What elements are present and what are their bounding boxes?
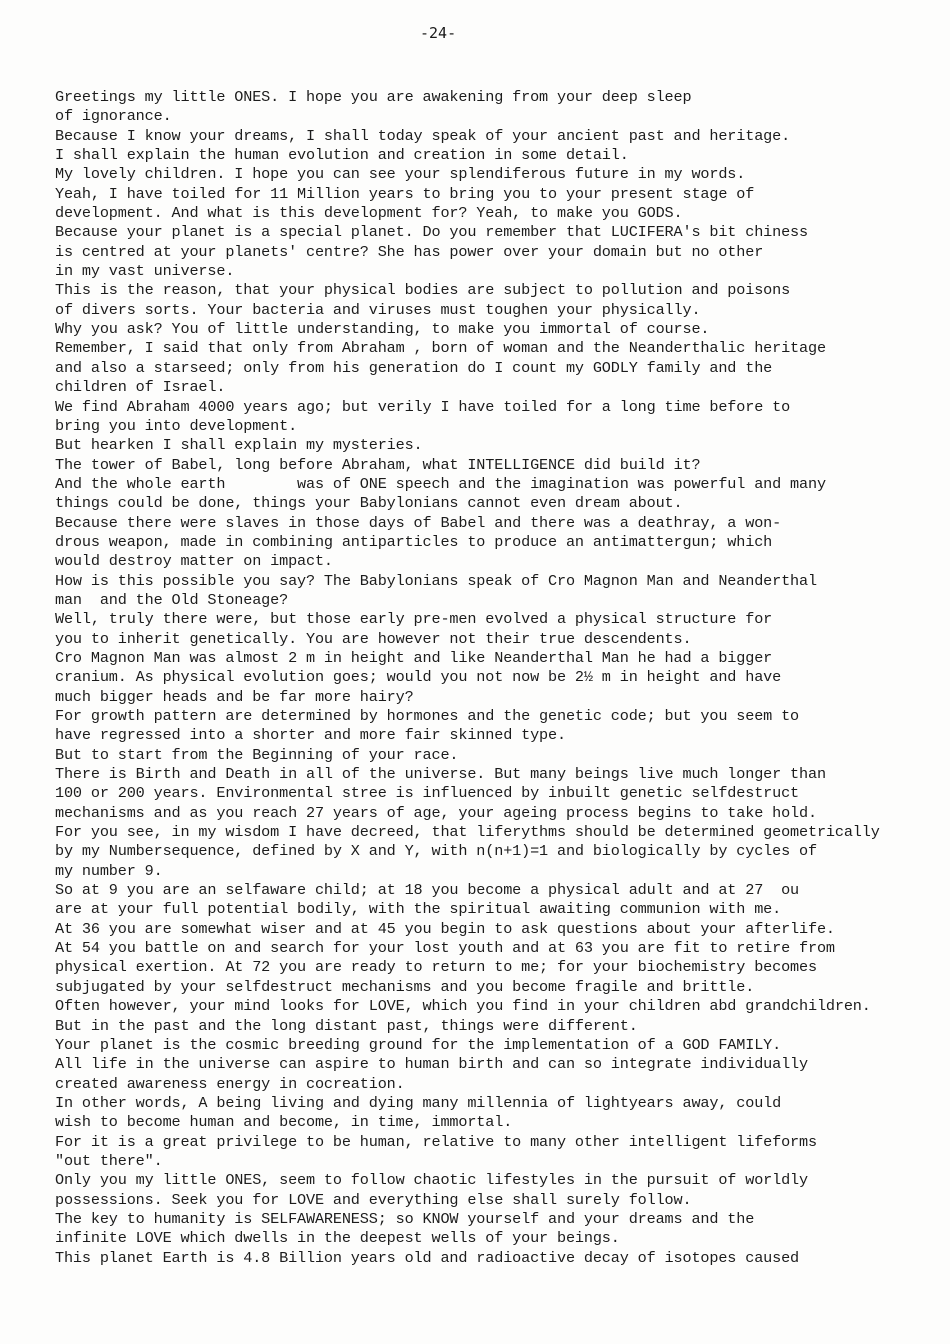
- text-line: "out there".: [55, 1151, 163, 1170]
- text-line: My lovely children. I hope you can see your splendiferous future in my words.: [55, 165, 746, 184]
- text-line: Because your planet is a special planet. Do you remember that LUCIFERA's bit chiness: [55, 223, 808, 242]
- text-line: At 36 you are somewhat wiser and at 45 you begin to ask questions about your afterlife.: [55, 919, 835, 938]
- text-line: are at your full potential bodily, with the spiritual awaiting communion with me.: [55, 900, 782, 919]
- text-line: Greetings my little ONES. I hope you are awakening from your deep sleep: [55, 88, 692, 106]
- text-line: man and the Old Stoneage?: [55, 590, 289, 609]
- text-line: For you see, in my wisdom I have decreed, that liferythms should be determined geometrically: [55, 823, 880, 842]
- text-line: For growth pattern are determined by hormones and the genetic code; but you seem to: [55, 707, 800, 725]
- text-line: in my vast universe.: [55, 262, 235, 281]
- text-line: possessions. Seek you for LOVE and everything else shall surely follow.: [55, 1190, 692, 1209]
- text-line: infinite LOVE which dwells in the deepest wells of your beings.: [55, 1229, 620, 1248]
- text-line: my number 9.: [55, 861, 163, 880]
- text-line: For it is a great privilege to be human, relative to many other intelligent lifeforms: [55, 1132, 817, 1151]
- text-line: The tower of Babel, long before Abraham, what INTELLIGENCE did build it?: [55, 455, 701, 474]
- text-line: would destroy matter on impact.: [55, 552, 333, 571]
- text-line: created awareness energy in cocreation.: [55, 1074, 405, 1093]
- text-line: Only you my little ONES, seem to follow chaotic lifestyles in the pursuit of worldly: [55, 1171, 808, 1190]
- text-line: children of Israel.: [55, 378, 226, 397]
- text-line: So at 9 you are an selfaware child; at 18 you become a physical adult and at 27 ou: [55, 881, 800, 900]
- text-line: bring you into development.: [55, 416, 298, 435]
- text-line: is centred at your planets' centre? She has power over your domain but no other: [55, 242, 764, 261]
- text-line: We find Abraham 4000 years ago; but verily I have toiled for a long time before to: [55, 397, 791, 416]
- text-line: How is this possible you say? The Babylonians speak of Cro Magnon Man and Neanderthal: [55, 571, 817, 590]
- text-line: In other words, A being living and dying many millennia of lightyears away, could: [55, 1093, 782, 1112]
- text-line: I shall explain the human evolution and creation in some detail.: [55, 146, 629, 165]
- text-line: of divers sorts. Your bacteria and viruses must toughen your physically.: [55, 300, 701, 319]
- text-line: Well, truly there were, but those early pre-men evolved a physical structure for: [55, 610, 773, 629]
- text-line: Your planet is the cosmic breeding ground for the implementation of a GOD FAMILY.: [55, 1035, 782, 1054]
- text-line: mechanisms and as you reach 27 years of age, your ageing process begins to take hold.: [55, 803, 817, 822]
- text-line: subjugated by your selfdestruct mechanisms and you become fragile and brittle.: [55, 977, 755, 996]
- text-line: Because I know your dreams, I shall today speak of your ancient past and heritage.: [55, 126, 791, 145]
- text-line: Why you ask? You of little understanding, to make you immortal of course.: [55, 320, 710, 339]
- text-line: wish to become human and become, in time, immortal.: [55, 1113, 513, 1132]
- text-line: This is the reason, that your physical bodies are subject to pollution and poisons: [55, 281, 791, 300]
- text-line: development. And what is this development for? Yeah, to make you GODS.: [55, 204, 683, 223]
- text-line: Yeah, I have toiled for 11 Million years to bring you to your present stage of: [55, 184, 755, 203]
- text-line: Because there were slaves in those days of Babel and there was a deathray, a won-: [55, 513, 782, 532]
- text-line: The key to humanity is SELFAWARENESS; so KNOW yourself and your dreams and the: [55, 1209, 755, 1228]
- text-line: But to start from the Beginning of your race.: [55, 745, 459, 764]
- text-line: 100 or 200 years. Environmental stree is influenced by inbuilt genetic selfdestruct: [55, 784, 800, 803]
- text-line: by my Numbersequence, defined by X and Y, with n(n+1)=1 and biologically by cycles of: [55, 842, 817, 861]
- text-line: But hearken I shall explain my mysteries.: [55, 436, 423, 455]
- text-line: drous weapon, made in combining antiparticles to produce an antimattergun; which: [55, 532, 773, 551]
- text-line: Often however, your mind looks for LOVE, which you find in your children abd grandchildren.: [55, 997, 871, 1016]
- text-line: All life in the universe can aspire to human birth and can so integrate individually: [55, 1055, 808, 1074]
- text-line: and also a starseed; only from his generation do I count my GODLY family and the: [55, 358, 773, 377]
- text-line: Cro Magnon Man was almost 2 m in height and like Neanderthal Man he had a bigger: [55, 648, 773, 667]
- body-text: [55, 88, 935, 1268]
- text-line: There is Birth and Death in all of the universe. But many beings live much longer than: [55, 765, 826, 784]
- text-line: have regressed into a shorter and more fair skinned type.: [55, 726, 566, 745]
- text-line: At 54 you battle on and search for your lost youth and at 63 you are fit to retire from: [55, 939, 835, 958]
- text-line: much bigger heads and be far more hairy?: [55, 687, 414, 706]
- text-line: Remember, I said that only from Abraham , born of woman and the Neanderthalic heritage: [55, 339, 826, 358]
- text-line: physical exertion. At 72 you are ready to return to me; for your biochemistry becomes: [55, 958, 817, 977]
- page-number: -24-: [420, 24, 457, 42]
- text-line: things could be done, things your Babylonians cannot even dream about.: [55, 494, 683, 513]
- text-line: you to inherit genetically. You are however not their true descendents.: [55, 629, 692, 648]
- text-line: of ignorance.: [55, 107, 172, 126]
- text-line: And the whole earth was of ONE speech and the imagination was powerful and many: [55, 474, 826, 493]
- text-line: This planet Earth is 4.8 Billion years old and radioactive decay of isotopes caused: [55, 1248, 800, 1267]
- text-line: But in the past and the long distant past, things were different.: [55, 1016, 638, 1035]
- text-line: cranium. As physical evolution goes; would you not now be 2½ m in height and have: [55, 668, 782, 687]
